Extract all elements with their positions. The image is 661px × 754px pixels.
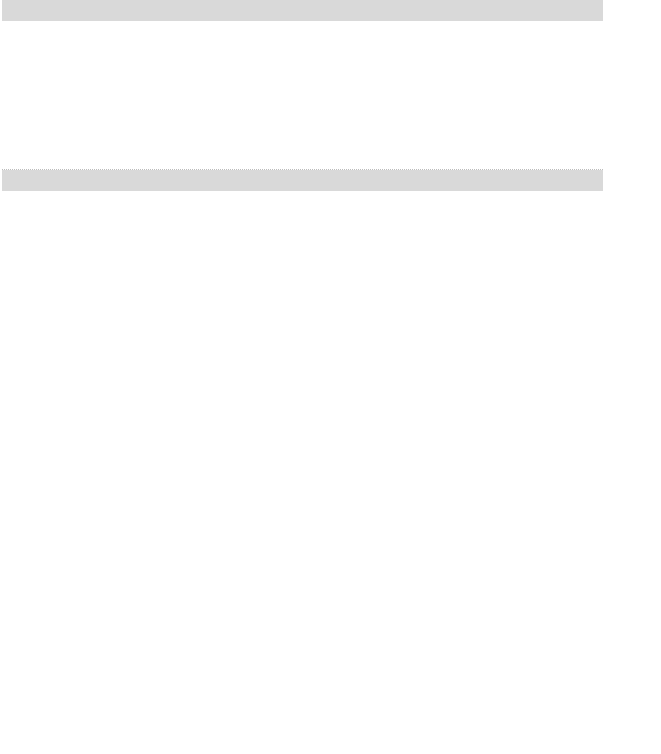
header-classification: [488, 197, 603, 217]
section-classifications: [2, 170, 603, 191]
section-additional-info: [2, 0, 603, 21]
classifications-table: [310, 197, 603, 217]
classifications-area: [2, 191, 603, 421]
product-details: [2, 0, 603, 421]
header-system: [310, 197, 400, 217]
reach-substance-list: [302, 21, 603, 169]
header-version: [400, 197, 488, 217]
reach-label: [2, 21, 302, 169]
classifications-header-row: [310, 197, 603, 217]
reach-row: [2, 21, 603, 170]
